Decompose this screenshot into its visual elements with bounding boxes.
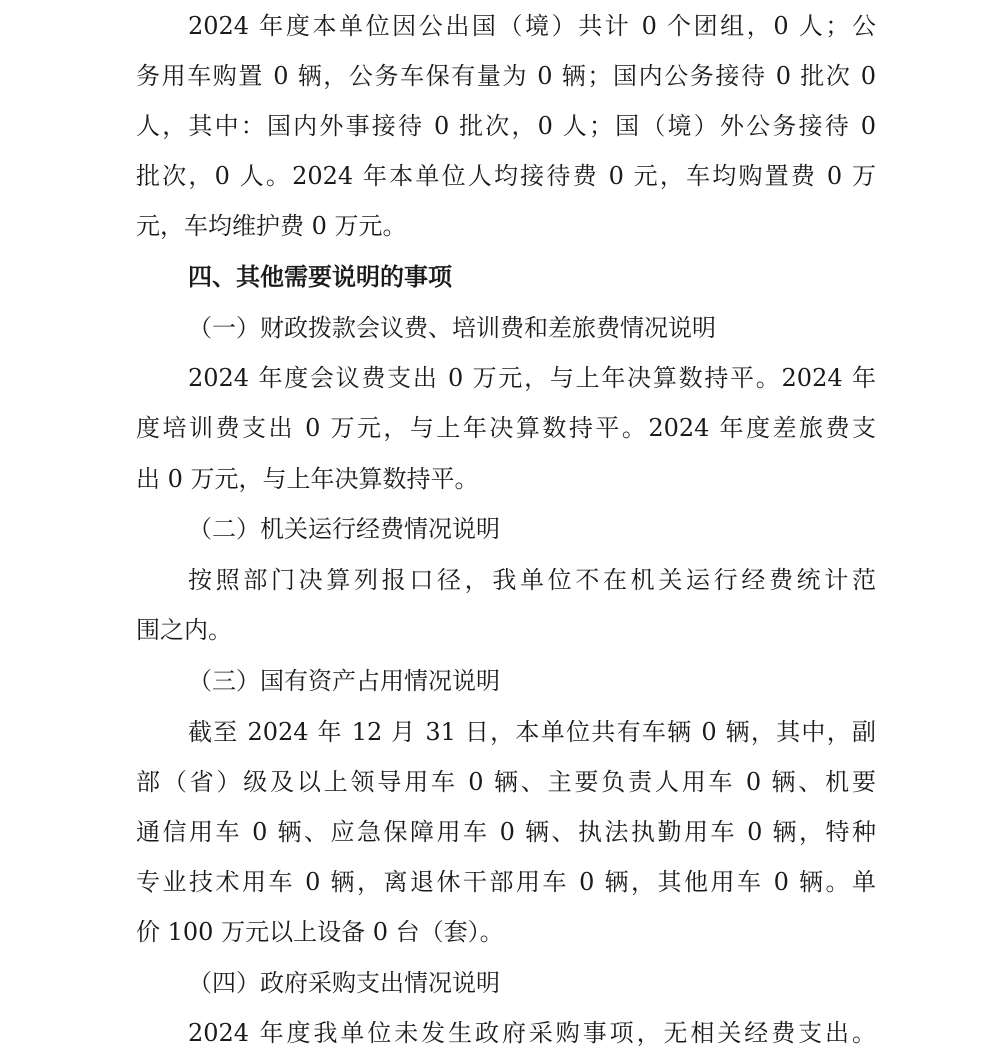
paragraph-line: 2024 年度本单位因公出国（境）共计 0 个团组，0 人；公	[188, 12, 876, 40]
subsection-heading: （三）国有资产占用情况说明	[188, 667, 500, 695]
paragraph-line: 务用车购置 0 辆，公务车保有量为 0 辆；国内公务接待 0 批次 0	[136, 62, 876, 90]
paragraph-line: 截至 2024 年 12 月 31 日，本单位共有车辆 0 辆，其中，副	[188, 718, 876, 746]
subsection-heading: （二）机关运行经费情况说明	[188, 515, 500, 543]
paragraph-line: 围之内。	[136, 616, 232, 644]
paragraph-line: 2024 年度会议费支出 0 万元，与上年决算数持平。2024 年	[188, 364, 876, 392]
paragraph-line: 元，车均维护费 0 万元。	[136, 212, 407, 240]
paragraph-line: 通信用车 0 辆、应急保障用车 0 辆、执法执勤用车 0 辆，特种	[136, 818, 876, 846]
paragraph-line: 度培训费支出 0 万元，与上年决算数持平。2024 年度差旅费支	[136, 414, 876, 442]
paragraph-line: 人，其中：国内外事接待 0 批次，0 人；国（境）外公务接待 0	[136, 112, 876, 140]
paragraph-line: 部（省）级及以上领导用车 0 辆、主要负责人用车 0 辆、机要	[136, 768, 876, 796]
section-heading: 四、其他需要说明的事项	[188, 262, 452, 291]
paragraph-line: 专业技术用车 0 辆，离退休干部用车 0 辆，其他用车 0 辆。单	[136, 868, 876, 896]
paragraph-line: 出 0 万元，与上年决算数持平。	[136, 465, 479, 493]
paragraph-line: 价 100 万元以上设备 0 台（套）。	[136, 918, 504, 946]
subsection-heading: （一）财政拨款会议费、培训费和差旅费情况说明	[188, 314, 716, 342]
subsection-heading: （四）政府采购支出情况说明	[188, 969, 500, 997]
paragraph-line: 批次，0 人。2024 年本单位人均接待费 0 元，车均购置费 0 万	[136, 162, 876, 190]
paragraph-line: 按照部门决算列报口径，我单位不在机关运行经费统计范	[188, 566, 876, 594]
paragraph-line: 2024 年度我单位未发生政府采购事项，无相关经费支出。	[188, 1019, 876, 1047]
